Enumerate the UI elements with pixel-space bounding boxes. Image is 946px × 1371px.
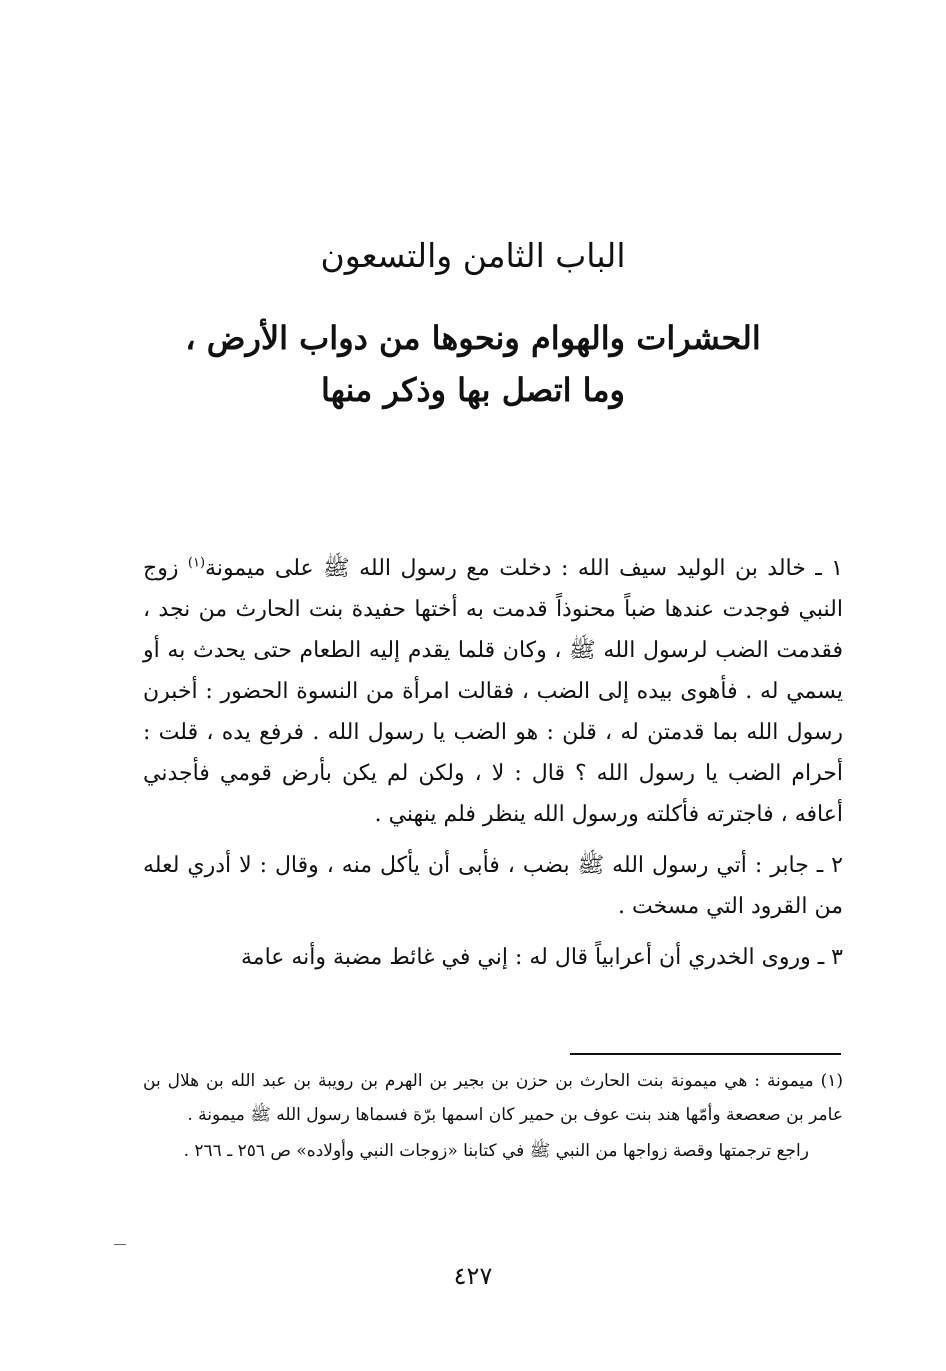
footnote-reference: (١) xyxy=(187,555,206,571)
footnote-1: (١) ميمونة : هي ميمونة بنت الحارث بن حزن بن بجير بن الهرم بن رويبة بن عبد الله بن هلال بن عامر بن صعصعة وأمّها هند بنت عوف بن حمير كان اسمها برّة فسماها رسول الله ﷺ ميمونة . xyxy=(143,1071,843,1125)
body-text xyxy=(143,548,843,988)
section-heading xyxy=(160,312,786,416)
paragraph-3: ٣ ـ وروى الخدري أن أعرابياً قال له : إني في غائط مضبة وأنه عامة xyxy=(240,945,843,970)
paragraph-1-text-end: زوج النبي فوجدت عندها ضباً محنوذاً قدمت به أختها حفيدة بنت الحارث من نجد ، فقدمت الضب لرسول الله ﷺ ، وكان قلما يقدم إليه الطعام حتى يحدث به أو يسمي له . فأهوى بيده إلى الضب ، فقالت امرأة من النسوة الحضور : أخبرن رسول الله بما قدمتن له ، قلن : هو الضب يا رسول الله . فرفع يده ، قلت : أحرام الضب يا رسول الله ؟ قال : لا ، ولكن لم يكن بأرض قومي فأجدني أعافه ، فاجترته فأكلته ورسول الله ينظر فلم ينهني . xyxy=(143,556,843,827)
footnotes xyxy=(143,1064,843,1168)
paragraph-2: ٢ ـ جابر : أتي رسول الله ﷺ بضب ، فأبى أن يأكل منه ، وقال : لا أدري لعله من القرود التي مسخت . xyxy=(143,853,843,919)
footnote-1-reference: راجع ترجمتها وقصة زواجها من النبي ﷺ في كتابنا «زوجات النبي وأولاده» ص ٢٥٦ ـ ٢٦٦ . xyxy=(183,1141,809,1161)
paragraph-1 xyxy=(143,548,843,835)
chapter-title: الباب الثامن والتسعون xyxy=(320,236,626,275)
paragraph-1-text-start: ١ ـ خالد بن الوليد سيف الله : دخلت مع رسول الله ﷺ على ميمونة xyxy=(205,556,843,581)
footnote-divider xyxy=(570,1053,841,1055)
section-heading-line-1: الحشرات والهوام ونحوها من دواب الأرض ، xyxy=(185,319,761,357)
margin-mark xyxy=(114,1244,126,1245)
page-number: ٤٢٧ xyxy=(453,1262,493,1290)
section-heading-line-2: وما اتصل بها وذكر منها xyxy=(321,371,625,409)
